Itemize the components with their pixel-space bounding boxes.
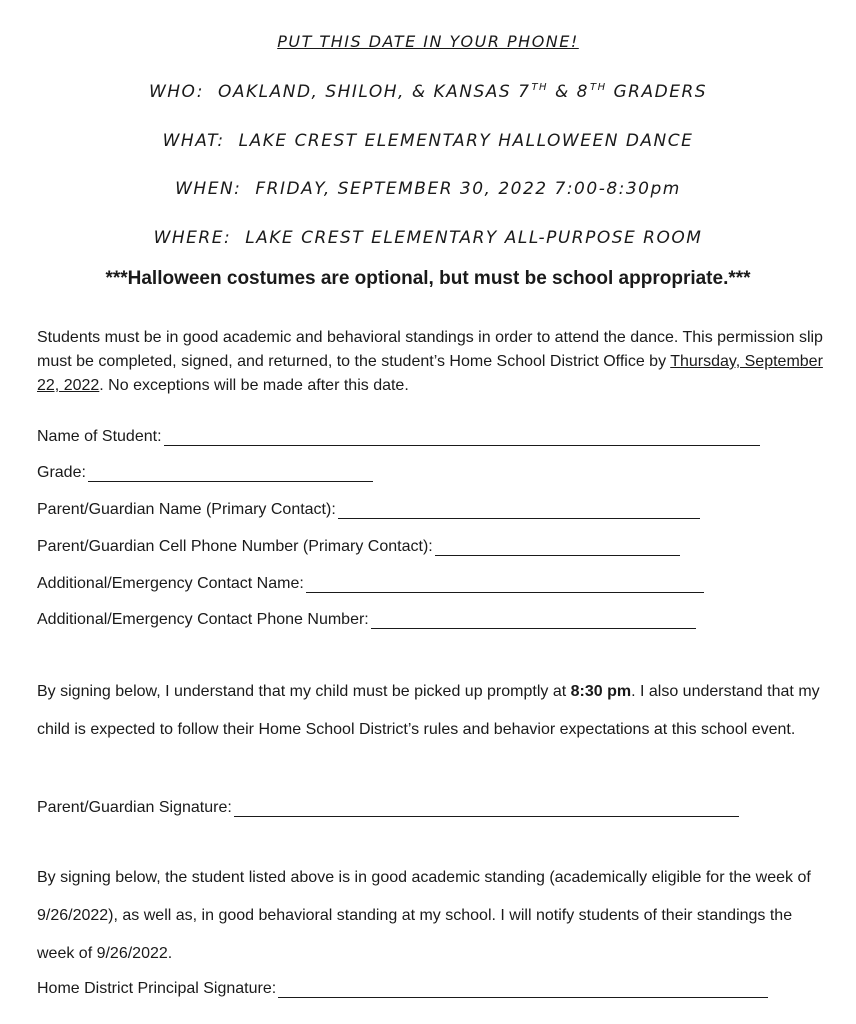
intro-text-2: . No exceptions will be made after this date. xyxy=(99,377,409,394)
emergency-phone-line[interactable] xyxy=(371,612,696,629)
student-name-line[interactable] xyxy=(164,429,760,446)
when-label: WHEN: xyxy=(175,179,242,199)
costume-notice: ***Halloween costumes are optional, but must be school appropriate.*** xyxy=(105,268,751,289)
parent-consent-text-2: . I also understand that my child is expected to follow their Home School District’s rules and behavior expectations at this school event. xyxy=(37,683,820,738)
pickup-time: 8:30 pm xyxy=(570,683,632,700)
deadline-date: Thursday, September 22, 2022 xyxy=(37,353,823,394)
where-text: LAKE CREST ELEMENTARY ALL-PURPOSE ROOM xyxy=(245,228,703,248)
grade-line[interactable] xyxy=(88,465,373,482)
parent-consent-text-1: By signing below, I understand that my child must be picked up promptly at xyxy=(37,683,571,700)
principal-signature-line[interactable] xyxy=(278,981,768,998)
parent-name-line[interactable] xyxy=(338,502,700,519)
where-label: WHERE: xyxy=(153,228,232,248)
who-line xyxy=(0,82,856,102)
emergency-name-field[interactable] xyxy=(37,571,704,593)
grade-field[interactable] xyxy=(37,460,373,482)
principal-signature-label: Home District Principal Signature: xyxy=(37,980,277,997)
what-text: LAKE CREST ELEMENTARY HALLOWEEN DANCE xyxy=(238,131,694,151)
what-label: WHAT: xyxy=(162,131,225,151)
who-text-post: GRADERS xyxy=(606,82,708,102)
page-title: PUT THIS DATE IN YOUR PHONE! xyxy=(277,32,579,51)
emergency-phone-label: Additional/Emergency Contact Phone Number: xyxy=(37,611,369,628)
parent-phone-line[interactable] xyxy=(435,539,680,556)
who-sup-7th: TH xyxy=(531,82,549,93)
intro-paragraph xyxy=(37,326,827,398)
who-text-mid: & 8 xyxy=(548,82,589,102)
when-text: FRIDAY, SEPTEMBER 30, 2022 7:00-8:30 xyxy=(255,179,651,199)
who-text: OAKLAND, SHILOH, & KANSAS 7 xyxy=(217,82,531,102)
parent-consent-paragraph xyxy=(37,673,827,749)
where-line xyxy=(0,228,856,248)
when-line xyxy=(0,179,856,199)
who-sup-8th: TH xyxy=(589,82,607,93)
parent-signature-label: Parent/Guardian Signature: xyxy=(37,799,232,816)
when-ampm: pm xyxy=(650,179,681,199)
student-name-label: Name of Student: xyxy=(37,428,162,445)
parent-phone-field[interactable] xyxy=(37,534,680,556)
principal-signature-field[interactable] xyxy=(37,976,768,998)
student-name-field[interactable] xyxy=(37,424,760,446)
grade-label: Grade: xyxy=(37,464,86,481)
parent-name-field[interactable] xyxy=(37,497,700,519)
parent-phone-label: Parent/Guardian Cell Phone Number (Primary Contact): xyxy=(37,538,433,555)
emergency-name-line[interactable] xyxy=(306,576,704,593)
parent-name-label: Parent/Guardian Name (Primary Contact): xyxy=(37,501,336,518)
who-label: WHO: xyxy=(148,82,204,102)
emergency-name-label: Additional/Emergency Contact Name: xyxy=(37,575,304,592)
parent-signature-field[interactable] xyxy=(37,795,739,817)
intro-text-1: Students must be in good academic and behavioral standings in order to attend the dance. This permission slip must be completed, signed, and returned, to the student’s Home School District Office by xyxy=(37,329,823,370)
principal-consent-paragraph: By signing below, the student listed above is in good academic standing (academically eligible for the week of 9/26/2022), as well as, in good behavioral standing at my school. I will notify students of their standings the week of 9/26/2022. xyxy=(37,869,811,962)
parent-signature-line[interactable] xyxy=(234,800,739,817)
what-line xyxy=(0,131,856,151)
emergency-phone-field[interactable] xyxy=(37,607,696,629)
